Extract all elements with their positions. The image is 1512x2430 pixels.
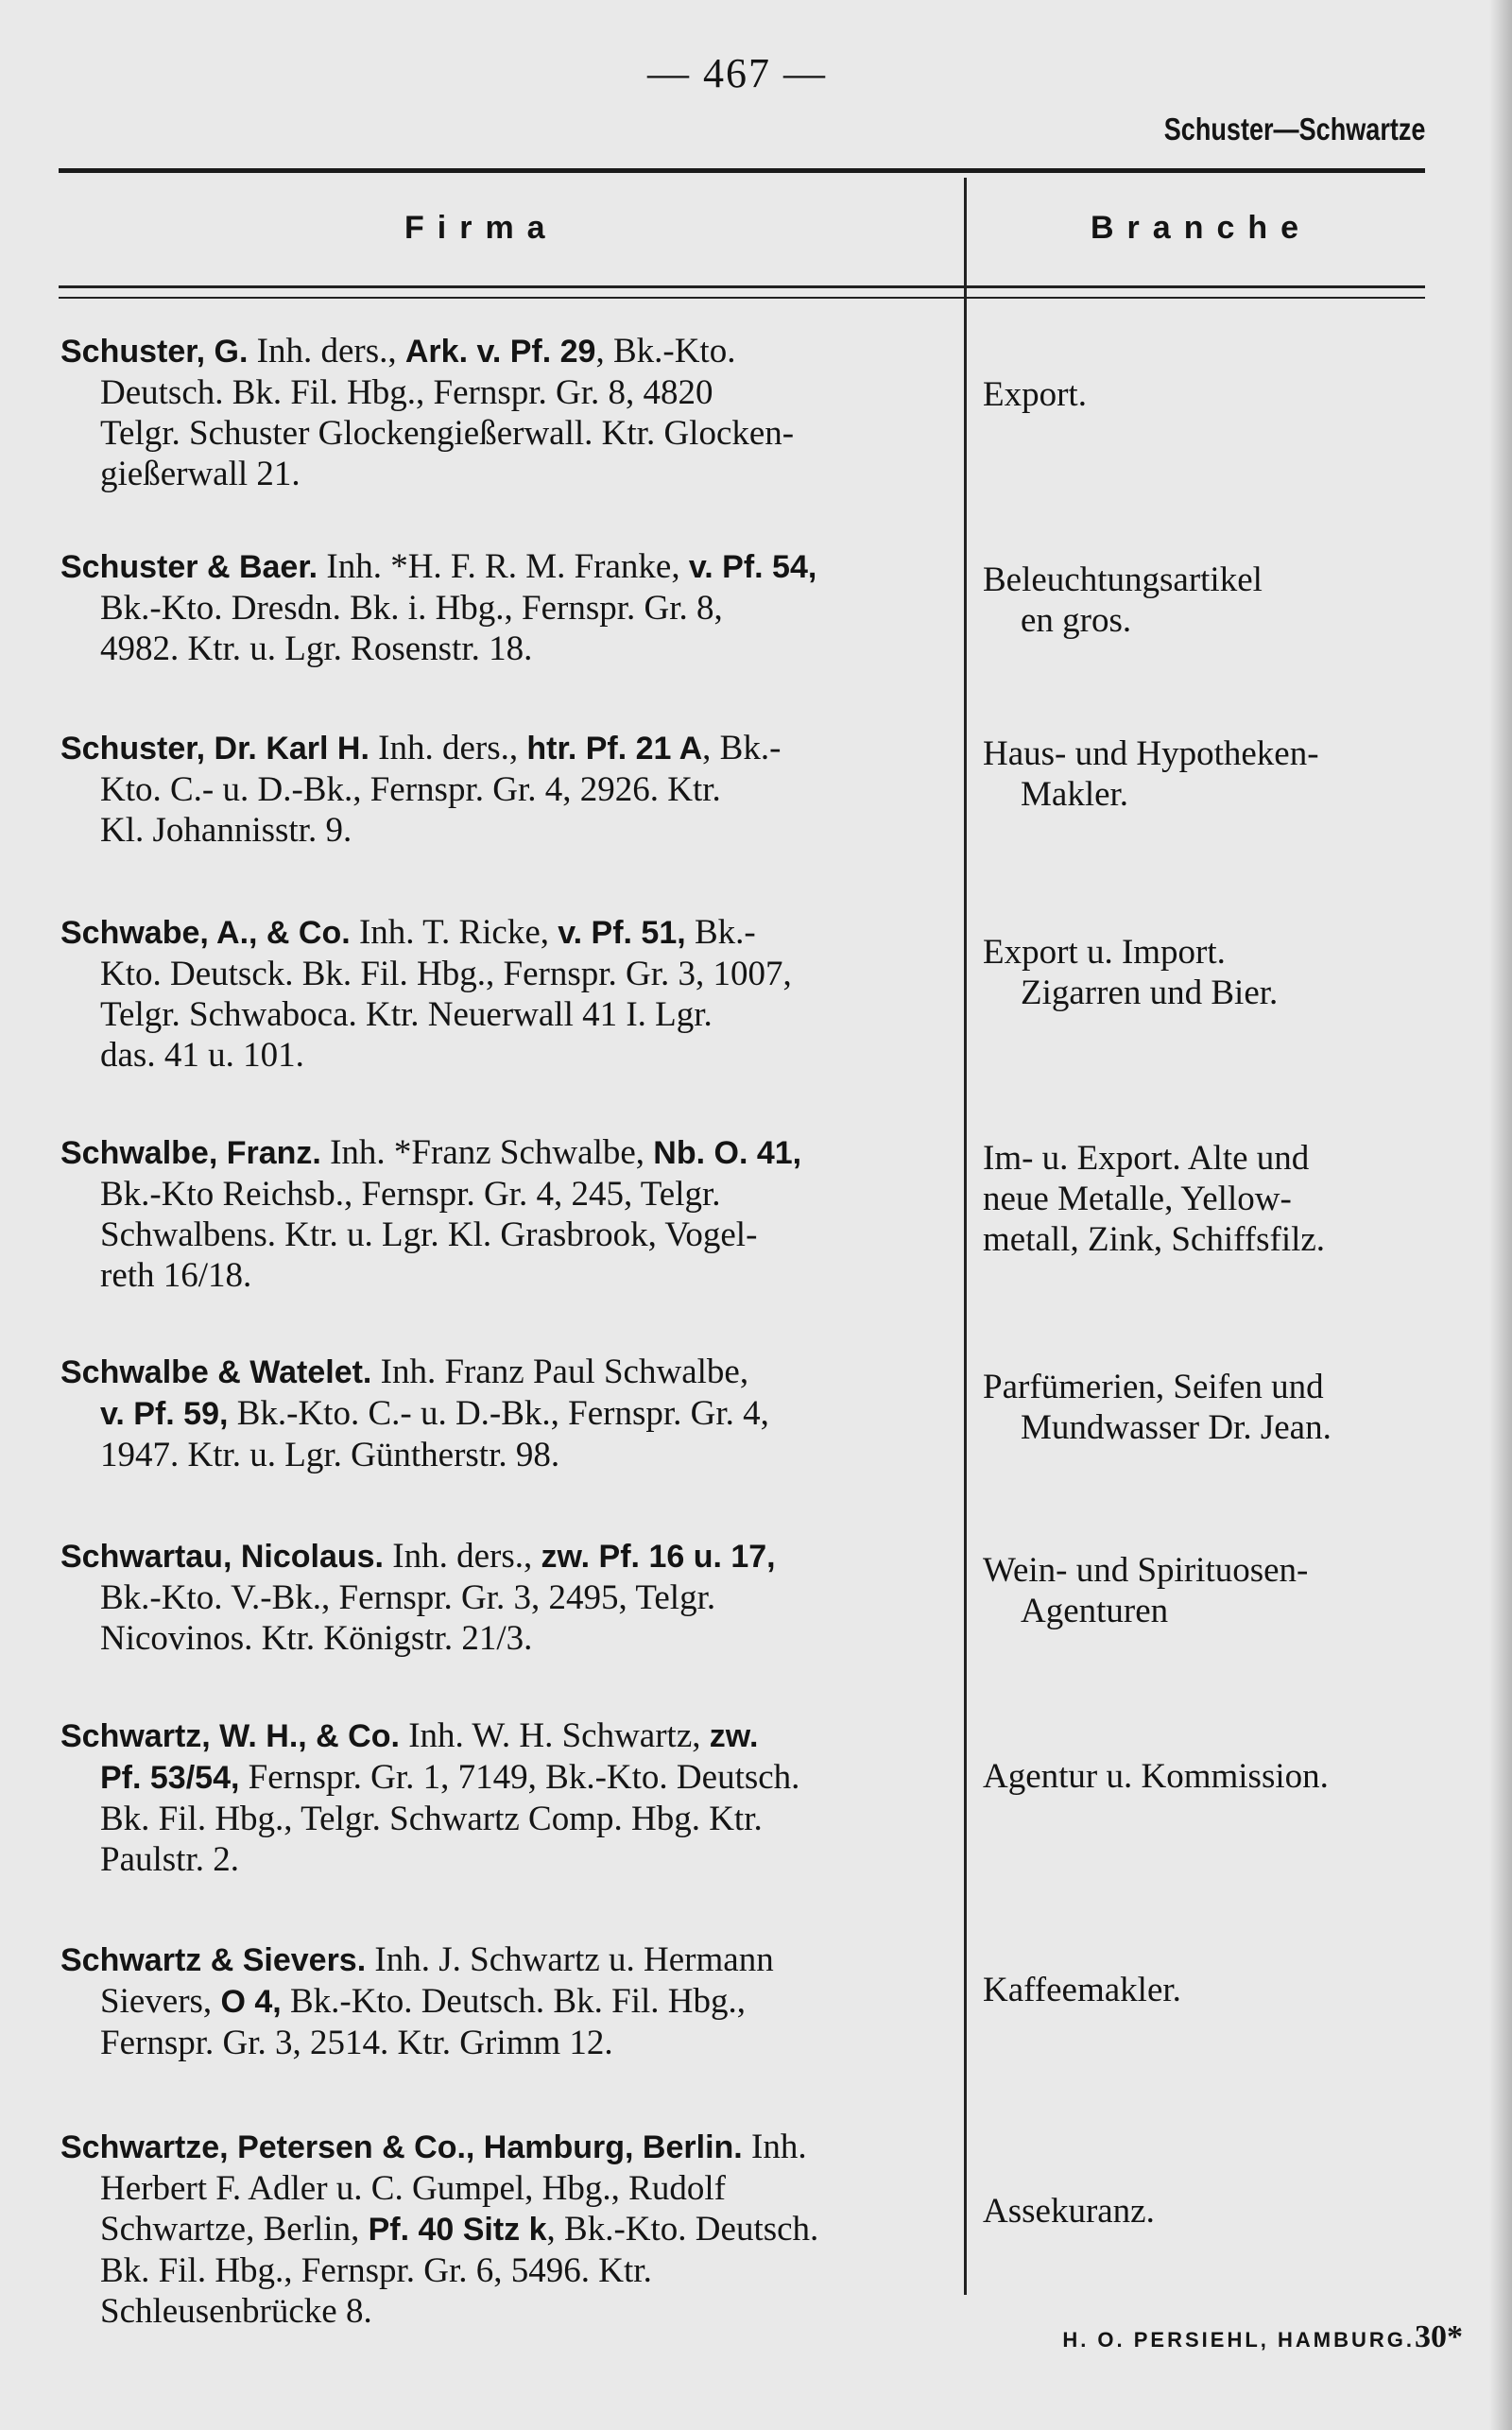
firm-bold-text: htr. Pf. 21 A xyxy=(526,731,703,767)
firm-text: Bk. Fil. Hbg., Fernspr. Gr. 6, 5496. Ktr. xyxy=(100,2251,652,2290)
branch-line: en gros. xyxy=(1021,601,1132,640)
firm-text: Bk.-Kto. C.- u. D.-Bk., Fernspr. Gr. 4, xyxy=(228,1394,769,1433)
running-head: Schuster—Schwartze xyxy=(1163,112,1425,146)
firm-text: 4982. Ktr. u. Lgr. Rosenstr. 18. xyxy=(100,629,533,668)
firm-bold-text: Ark. v. Pf. 29 xyxy=(404,334,596,370)
firm-entry-line xyxy=(60,1799,968,1839)
firm-text: Telgr. Schwaboca. Ktr. Neuerwall 41 I. Lgr. xyxy=(100,995,713,1034)
firm-bold-text: zw. Pf. 16 u. 17, xyxy=(541,1539,776,1575)
firm-text: Bk. Fil. Hbg., Telgr. Schwartz Comp. Hbg. Ktr. xyxy=(100,1800,763,1838)
firm-entry-line xyxy=(60,1839,968,1880)
firm-entry-line xyxy=(60,1215,968,1255)
firm-entry-line xyxy=(60,1715,968,1757)
firm-text: Fernspr. Gr. 3, 2514. Ktr. Grimm 12. xyxy=(100,2024,613,2062)
firm-entry-line xyxy=(60,372,968,413)
branch-line: Zigarren und Bier. xyxy=(1021,974,1279,1012)
branch-entry xyxy=(983,1138,1474,1260)
firm-bold-text: Pf. 40 Sitz k xyxy=(368,2212,547,2248)
firm-text: Inh. xyxy=(742,2128,807,2166)
firm-text: Inh. T. Ricke, xyxy=(350,913,558,952)
firm-entry xyxy=(60,1939,968,2063)
branch-entry xyxy=(983,1367,1474,1448)
firm-entry xyxy=(60,1132,968,1296)
branch-entry xyxy=(983,1550,1474,1631)
firm-text: Sievers, xyxy=(100,1982,221,2021)
firm-entry-line xyxy=(60,588,968,629)
firm-entry-line xyxy=(60,1618,968,1659)
branch-entry xyxy=(983,2191,1474,2232)
branch-line: Beleuchtungsartikel xyxy=(983,560,1263,599)
firm-bold-text: Pf. 53/54, xyxy=(100,1760,240,1796)
firm-entry-line xyxy=(60,1255,968,1296)
firm-entry xyxy=(60,331,968,494)
branch-entry xyxy=(983,1970,1474,2010)
firm-entry-line xyxy=(60,1939,968,1981)
firm-entry-line xyxy=(60,331,968,372)
firm-bold-text: Schwartz & Sievers. xyxy=(60,1942,367,1978)
firm-bold-text: Schuster, Dr. Karl H. xyxy=(60,731,369,767)
firm-entry xyxy=(60,1715,968,1880)
branch-entry xyxy=(983,1756,1474,1797)
branch-line: Im- u. Export. Alte und xyxy=(983,1139,1310,1178)
firm-entry-line xyxy=(60,1174,968,1215)
signature-mark: 30* xyxy=(1415,2319,1463,2354)
firm-entry xyxy=(60,2127,968,2332)
firm-text: Telgr. Schuster Glockengießerwall. Ktr. Glocken- xyxy=(100,414,795,453)
firm-text: Schwartze, Berlin, xyxy=(100,2210,369,2249)
firm-text: Herbert F. Adler u. C. Gumpel, Hbg., Rudolf xyxy=(100,2169,726,2208)
firm-entry xyxy=(60,1536,968,1659)
branch-entry xyxy=(983,374,1474,415)
firm-bold-text: Schwartau, Nicolaus. xyxy=(60,1539,384,1575)
page-edge-shadow xyxy=(1489,0,1512,2430)
firm-bold-text: Schuster & Baer. xyxy=(60,549,318,585)
firm-text: Kto. Deutsck. Bk. Fil. Hbg., Fernspr. Gr. 3, 1007, xyxy=(100,955,792,993)
firm-text: Bk.-Kto. V.-Bk., Fernspr. Gr. 3, 2495, Telgr. xyxy=(100,1578,716,1617)
firm-text: 1947. Ktr. u. Lgr. Güntherstr. 98. xyxy=(100,1436,560,1474)
branch-line: Makler. xyxy=(1021,775,1129,814)
branch-line: metall, Zink, Schiffsfilz. xyxy=(983,1220,1326,1259)
branch-line: Agentur u. Kommission. xyxy=(983,1757,1329,1796)
firm-bold-text: Schuster, G. xyxy=(60,334,249,370)
firm-entry-line xyxy=(60,2291,968,2332)
firm-text: Inh. ders., xyxy=(248,332,405,371)
firm-entry-line xyxy=(60,1757,968,1799)
firm-text: Paulstr. 2. xyxy=(100,1840,239,1879)
firm-entry-line xyxy=(60,994,968,1035)
firm-text: reth 16/18. xyxy=(100,1256,252,1295)
firm-entry-line xyxy=(60,912,968,954)
firm-bold-text: v. Pf. 51, xyxy=(558,915,686,951)
branch-line: Haus- und Hypotheken- xyxy=(983,734,1319,773)
firm-entry xyxy=(60,912,968,1076)
firm-entry-line xyxy=(60,1352,968,1393)
column-header-firm: Firma xyxy=(404,210,558,246)
firm-text: gießerwall 21. xyxy=(100,455,301,493)
firm-text: Fernspr. Gr. 1, 7149, Bk.-Kto. Deutsch. xyxy=(239,1758,800,1797)
firm-text: , Bk.- xyxy=(702,729,782,767)
column-header-rule xyxy=(59,285,1425,299)
firm-entry-line xyxy=(60,954,968,994)
imprint-text: H. O. PERSIEHL, HAMBURG. xyxy=(1062,2328,1415,2352)
branch-line: Export. xyxy=(983,375,1087,414)
branch-line: Parfümerien, Seifen und xyxy=(983,1368,1324,1406)
firm-text: Kto. C.- u. D.-Bk., Fernspr. Gr. 4, 2926. Ktr. xyxy=(100,770,721,809)
firm-entry-line xyxy=(60,1981,968,2023)
firm-bold-text: v. Pf. 59, xyxy=(100,1396,229,1432)
firm-text: Inh. Franz Paul Schwalbe, xyxy=(371,1353,749,1391)
firm-entry-line xyxy=(60,413,968,454)
firm-bold-text: Schwartze, Petersen & Co., Hamburg, Berlin. xyxy=(60,2129,743,2165)
printer-imprint xyxy=(1062,2319,1463,2355)
branch-line: Wein- und Spirituosen- xyxy=(983,1551,1309,1590)
firm-entry-line xyxy=(60,546,968,588)
firm-text: Inh. J. Schwartz u. Hermann xyxy=(366,1940,774,1979)
branch-line: Agenturen xyxy=(1021,1592,1169,1630)
firm-text: , Bk.-Kto. Deutsch. xyxy=(546,2210,819,2249)
firm-entry-line xyxy=(60,2168,968,2209)
firm-text: Bk.-Kto Reichsb., Fernspr. Gr. 4, 245, Telgr. xyxy=(100,1175,721,1214)
firm-text: Inh. ders., xyxy=(369,729,527,767)
branch-line: Assekuranz. xyxy=(983,2192,1155,2231)
firm-entry xyxy=(60,728,968,851)
firm-text: Inh. W. H. Schwartz, xyxy=(399,1716,710,1755)
firm-entry-line xyxy=(60,1132,968,1174)
firm-entry-line xyxy=(60,1393,968,1435)
firm-text: , Bk.-Kto. xyxy=(595,332,736,371)
firm-entry-line xyxy=(60,1035,968,1076)
firm-entry-line xyxy=(60,2023,968,2063)
firm-text: Inh. *H. F. R. M. Franke, xyxy=(318,547,689,586)
firm-bold-text: O 4, xyxy=(220,1984,282,2020)
firm-entry xyxy=(60,546,968,669)
firm-bold-text: Schwalbe & Watelet. xyxy=(60,1354,372,1390)
firm-entry-line xyxy=(60,2209,968,2250)
firm-entry xyxy=(60,1352,968,1475)
firm-entry-line xyxy=(60,810,968,851)
firm-text: Bk.-Kto. Deutsch. Bk. Fil. Hbg., xyxy=(281,1982,746,2021)
firm-bold-text: Schwabe, A., & Co. xyxy=(60,915,351,951)
firm-text: Bk.- xyxy=(685,913,756,952)
page-number: — 467 — xyxy=(647,50,827,96)
firm-text: Inh. ders., xyxy=(384,1537,541,1576)
firm-text: Deutsch. Bk. Fil. Hbg., Fernspr. Gr. 8, 4820 xyxy=(100,373,713,412)
branch-line: Kaffeemakler. xyxy=(983,1971,1181,2009)
firm-entry-line xyxy=(60,1577,968,1618)
firm-entry-line xyxy=(60,454,968,494)
firm-bold-text: Schwartz, W. H., & Co. xyxy=(60,1718,400,1754)
firm-text: das. 41 u. 101. xyxy=(100,1036,304,1075)
firm-text: Kl. Johannisstr. 9. xyxy=(100,811,352,850)
firm-text: Schwalbens. Ktr. u. Lgr. Kl. Grasbrook, Vogel- xyxy=(100,1215,758,1254)
firm-bold-text: Schwalbe, Franz. xyxy=(60,1135,321,1171)
branch-line: Export u. Import. xyxy=(983,933,1226,972)
branch-entry xyxy=(983,560,1474,641)
branch-entry xyxy=(983,932,1474,1013)
firm-bold-text: zw. xyxy=(709,1718,759,1754)
firm-text: Inh. *Franz Schwalbe, xyxy=(320,1133,654,1172)
header-rule xyxy=(59,168,1425,173)
firm-entry-line xyxy=(60,1536,968,1577)
branch-line: neue Metalle, Yellow- xyxy=(983,1180,1292,1218)
firm-entry-line xyxy=(60,2127,968,2168)
firm-bold-text: Nb. O. 41, xyxy=(653,1135,802,1171)
firm-text: Schleusenbrücke 8. xyxy=(100,2292,372,2331)
firm-entry-line xyxy=(60,769,968,810)
firm-entry-line xyxy=(60,629,968,669)
branch-entry xyxy=(983,733,1474,815)
branch-line: Mundwasser Dr. Jean. xyxy=(1021,1408,1332,1447)
firm-entry-line xyxy=(60,2250,968,2291)
column-header-branch: Branche xyxy=(1091,210,1313,246)
firm-text: Bk.-Kto. Dresdn. Bk. i. Hbg., Fernspr. Gr. 8, xyxy=(100,589,723,628)
firm-bold-text: v. Pf. 54, xyxy=(688,549,817,585)
firm-text: Nicovinos. Ktr. Königstr. 21/3. xyxy=(100,1619,533,1658)
firm-entry-line xyxy=(60,728,968,769)
firm-entry-line xyxy=(60,1435,968,1475)
